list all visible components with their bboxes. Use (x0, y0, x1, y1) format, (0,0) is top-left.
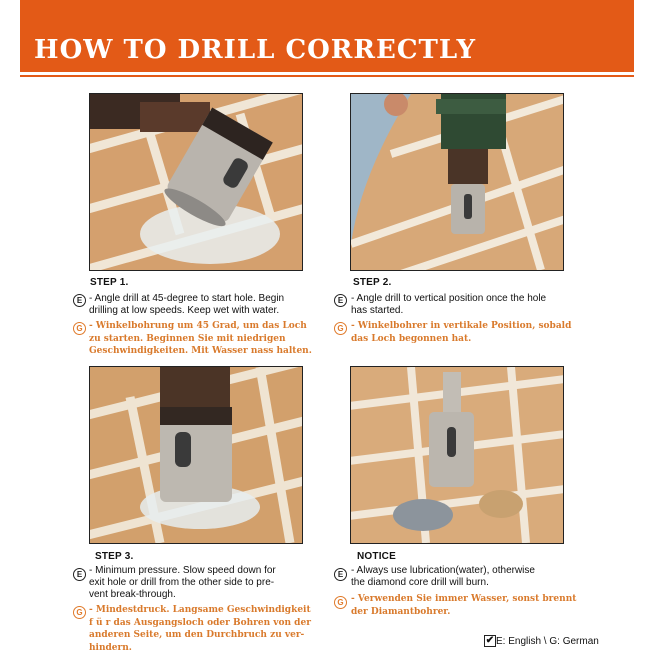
step-3-english-text: - Minimum pressure. Slow speed down for exit hole or drill from the other side to pre- vent break-through. (89, 565, 276, 600)
language-legend: E: English \ G: German (496, 636, 599, 647)
notice-photo (350, 366, 564, 544)
notice-english-text: - Always use lubrication(water), otherwise the diamond core drill will burn. (351, 565, 535, 588)
step-1-english-text: - Angle drill at 45-degree to start hole. Begin drilling at low speeds. Keep wet with water. (89, 293, 285, 316)
step-3-photo (89, 366, 303, 544)
header-underline (20, 75, 634, 77)
header-banner (20, 0, 634, 72)
notice-title: NOTICE (357, 551, 396, 562)
notice-german-text: - Verwenden Sie immer Wasser, sonst brennt der Diamantbohrer. (351, 594, 577, 617)
step-1-german-text: - Winkelbohrung um 45 Grad, um das Loch zu starten. Beginnen Sie mit niedrigen Geschwindigkeiten. Mit Wasser nass halten. (89, 321, 312, 356)
step-2-german-text: - Winkelbohrer in vertikale Position, sobald das Loch begonnen hat. (351, 321, 572, 344)
step-3-german-text: - Mindestdruck. Langsame Geschwindigkeit f ü r das Ausgangsloch oder Bohren von der anderen Seite, um den Durchbruch zu ver- hindern. (89, 605, 311, 653)
step-2-photo (350, 93, 564, 271)
german-badge: G (334, 322, 347, 335)
step-2-english-text: - Angle drill to vertical position once the hole has started. (351, 293, 547, 316)
english-badge: E (334, 568, 347, 581)
english-badge: E (73, 294, 86, 307)
page-title: HOW TO DRILL CORRECTLY (34, 35, 477, 65)
step-1-title: STEP 1. (90, 277, 129, 288)
step-1-photo (89, 93, 303, 271)
german-badge: G (73, 606, 86, 619)
english-badge: E (334, 294, 347, 307)
step-3-title: STEP 3. (95, 551, 134, 562)
step-2-title: STEP 2. (353, 277, 392, 288)
german-badge: G (73, 322, 86, 335)
checkbox-icon: ✔ (485, 635, 495, 646)
english-badge: E (73, 568, 86, 581)
german-badge: G (334, 596, 347, 609)
